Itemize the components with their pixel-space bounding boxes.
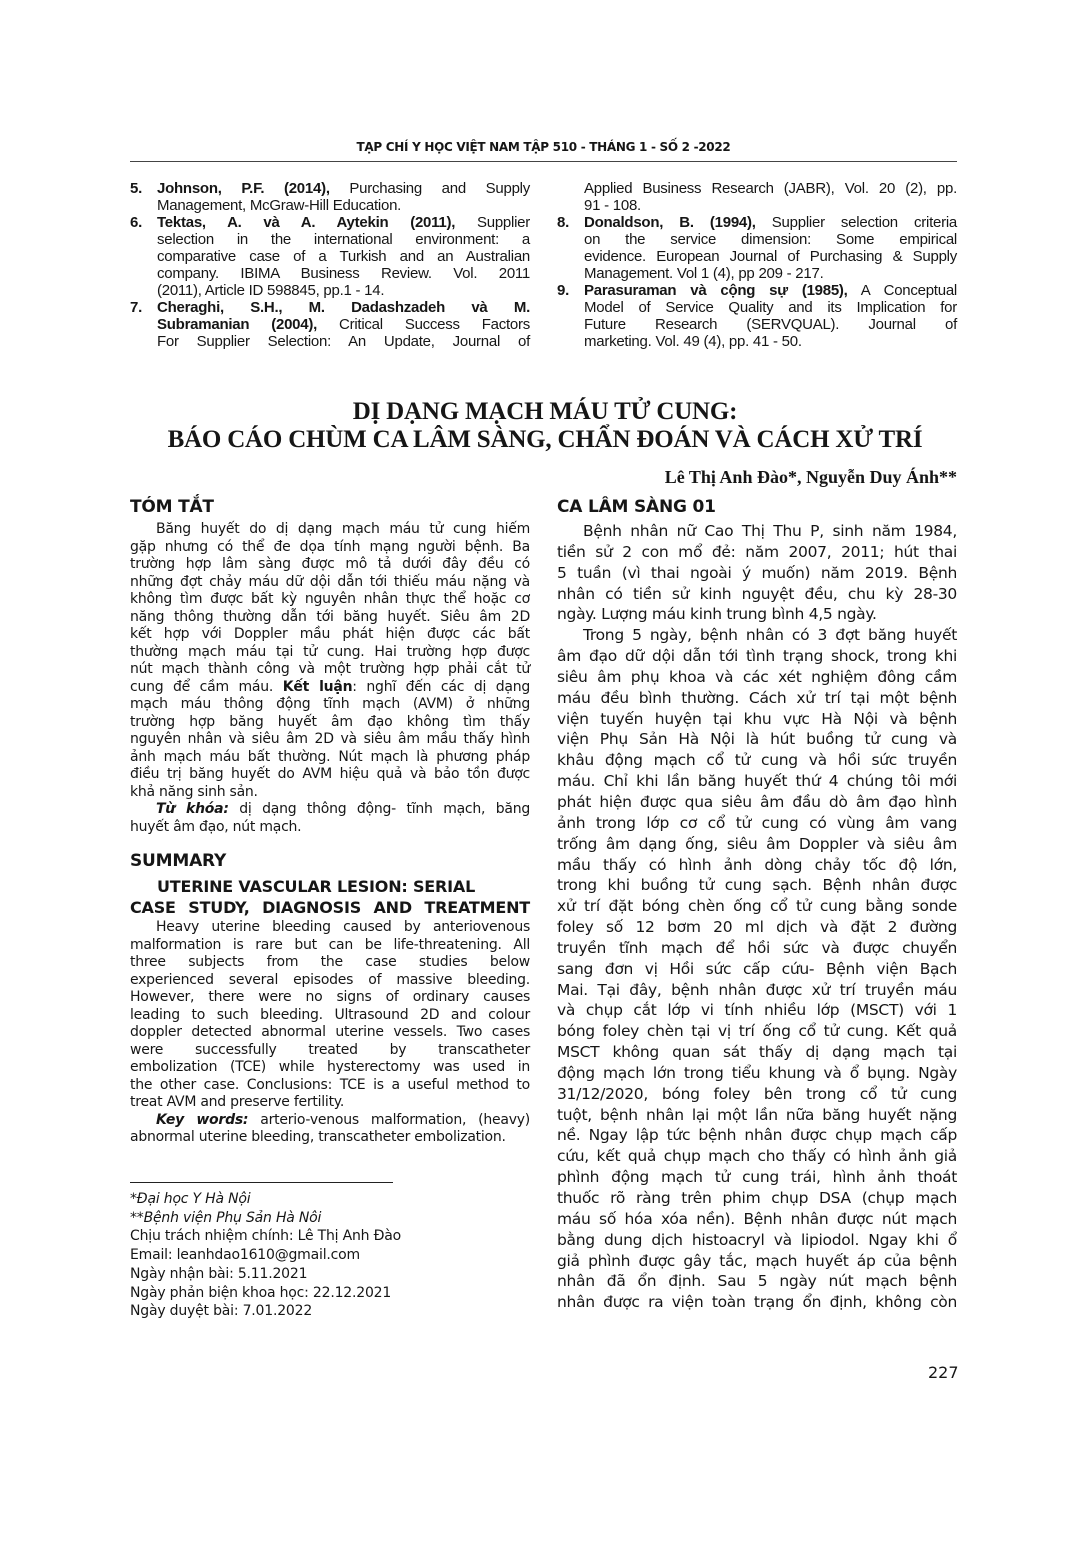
text-line: were successfully treated by transcatheter xyxy=(130,1041,530,1058)
text-line: marketing. Vol. 49 (4), pp. 41 - 50. xyxy=(584,333,802,350)
paragraph xyxy=(130,1112,530,1147)
emphasis-text: *Đại học Y Hà Nội xyxy=(130,1191,251,1207)
text-line: MSCT không quan sát thấy dị dạng mạch tại xyxy=(557,1043,957,1062)
footnotes xyxy=(130,1190,401,1321)
text-line: máu. Chỉ khi lần băng huyết thứ 4 chúng tôi mới xyxy=(557,772,957,791)
text-segment: A Conceptual xyxy=(847,282,957,299)
text-line: năng thông thường dẫn tới băng huyết. Siêu âm 2D xyxy=(130,608,530,625)
text-line: 31/12/2020, bóng foley bên trong cổ tử cung xyxy=(557,1084,957,1103)
footnote-divider xyxy=(130,1182,393,1183)
reference-item xyxy=(130,180,530,214)
text-line: ảnh trong lớp cơ cổ tử cung có vùng âm vang xyxy=(557,813,957,832)
text-line: viện Phụ Sản Hà Nội là hút buồng tử cung và xyxy=(557,730,957,749)
text-line: mầu thấy có hình ảnh dòng chảy tốc độ lớn, xyxy=(557,855,957,874)
text-line: ảnh mạch máu bất thường. Nút mạch là phương pháp xyxy=(130,748,530,765)
text-line xyxy=(157,214,530,231)
text-line: evidence. European Journal of Purchasing & Supply xyxy=(584,248,957,265)
emphasis-text: Key words: xyxy=(156,1111,249,1128)
text-line: tuột, bệnh nhân lại một lần nữa băng huyết nặng xyxy=(557,1105,957,1124)
text-line xyxy=(157,316,530,333)
text-line: giả phình được gây tắc, mạch huyết áp của bệnh xyxy=(557,1251,957,1270)
text-segment: dị dạng thông động- tĩnh mạch, băng xyxy=(228,801,530,817)
text-line: khả năng sinh sản. xyxy=(130,783,258,800)
page-number: 227 xyxy=(928,1363,959,1382)
text-line xyxy=(157,180,530,197)
text-line: cứu, kết quả chụp mạch cho thấy có hình ảnh giả xyxy=(557,1147,957,1166)
text-line: 5 tuần (vì thai ngoài ý muốn) năm 2019. Bệnh xyxy=(557,563,957,582)
text-line: the other case. Conclusions: TCE is a useful method to xyxy=(130,1076,530,1093)
text-line xyxy=(584,282,957,299)
reference-item xyxy=(130,214,530,299)
text-line: nề. Ngay lập tức bệnh nhân được chụp mạch cấp xyxy=(557,1126,957,1145)
text-line: mạch máu thông động tĩnh mạch (AVM) ở những xyxy=(130,696,530,712)
emphasis-text: Cheraghi, S.H., M. Dadashzadeh và M. xyxy=(157,299,530,316)
text-line: However, there were no signs of ordinary causes xyxy=(130,989,530,1005)
text-line: huyết âm đạo, nút mạch. xyxy=(130,818,302,835)
text-segment: Supplier xyxy=(455,214,531,231)
emphasis-text: Johnson, P.F. (2014), xyxy=(157,180,330,197)
abstract-heading: TÓM TẮT xyxy=(130,497,214,517)
emphasis-text: **Bệnh viện Phụ Sản Hà Nôi xyxy=(130,1209,322,1226)
text-line: sang đơn vị Hồi sức cấp cứu- Bệnh viện Bạch xyxy=(557,959,957,978)
text-line: Trong 5 ngày, bệnh nhân có 3 đợt băng huyết xyxy=(583,626,957,645)
text-line: viện tuyến huyện tại khu vực Hà Nội và bệnh xyxy=(557,709,957,728)
text-line: Ngày nhận bài: 5.11.2021 xyxy=(130,1265,308,1282)
text-line: trường hợp lâm sàng được mô tả dưới đây đều có xyxy=(130,556,530,572)
summary-title-line-1: UTERINE VASCULAR LESION: SERIAL xyxy=(157,877,476,896)
text-line: thuốc rõ ràng trên phim chụp DSA (chụp mạch xyxy=(557,1189,957,1207)
summary-body xyxy=(130,919,530,1147)
text-line: malformation is rare but can be life-threatening. All xyxy=(130,936,530,953)
text-line: bóng foley chèn tại vị trí ống cổ tử cung. Kết quả xyxy=(557,1022,957,1041)
text-line: trong khi buồng tử cung sạch. Bệnh nhân được xyxy=(557,876,957,895)
header-divider xyxy=(130,161,957,162)
text-segment: Supplier selection criteria xyxy=(755,214,957,231)
reference-item xyxy=(557,282,957,350)
text-line: nút mạch thành công và một trường hợp phải cắt tử xyxy=(130,661,530,677)
text-line: máu số hóa xóa nền). Bệnh nhân được nút mạch xyxy=(557,1209,957,1228)
text-line: on the service dimension: Some empirical xyxy=(584,231,957,248)
text-line: không tìm được bất kỳ nguyên nhân thực thể hoặc cơ xyxy=(130,591,530,607)
text-line: three subjects from the case studies below xyxy=(130,954,530,970)
text-line: 91 - 108. xyxy=(584,197,641,214)
text-line: nguyên nhân và siêu âm 2D và siêu âm mầu thấy hình xyxy=(130,731,530,747)
reference-item xyxy=(130,299,530,350)
text-line xyxy=(130,801,530,819)
text-line: leading to such bleeding. Ultrasound 2D and colour xyxy=(130,1006,530,1023)
reference-item xyxy=(557,180,957,214)
text-line: Future Research (SERVQUAL). Journal of xyxy=(584,316,957,333)
emphasis-text: Parasuraman và cộng sự (1985), xyxy=(584,282,848,299)
emphasis-text: Subramanian (2004), xyxy=(157,316,318,333)
text-line: selection in the international environment: a xyxy=(157,231,530,248)
text-line xyxy=(157,299,530,316)
text-line: âm đạo dữ dội dẫn tới tình trạng shock, trong khi xyxy=(557,647,957,666)
text-line: Bệnh nhân nữ Cao Thị Thu P, sinh năm 1984, xyxy=(583,522,957,540)
emphasis-text: Tektas, A. và A. Aytekin (2011), xyxy=(157,214,456,231)
text-line: ngày. Lượng máu kinh trung bình 4,5 ngày. xyxy=(557,605,877,624)
text-line xyxy=(584,214,957,231)
summary-title-line-2: CASE STUDY, DIAGNOSIS AND TREATMENT xyxy=(130,898,530,917)
text-line: Management. Vol 1 (4), pp 209 - 217. xyxy=(584,265,824,282)
text-line xyxy=(130,679,530,697)
text-segment: arterio-venous malformation, (heavy) xyxy=(248,1111,530,1128)
text-line: Model of Service Quality and its Implication for xyxy=(584,299,957,316)
text-line: Băng huyết do dị dạng mạch máu tử cung hiếm xyxy=(156,521,530,537)
references-left xyxy=(130,180,530,350)
text-line: Email: leanhdao1610@gmail.com xyxy=(130,1247,360,1264)
reference-item xyxy=(557,214,957,282)
text-line: treat AVM and preserve fertility. xyxy=(130,1094,345,1110)
text-segment: Purchasing and Supply xyxy=(329,180,530,197)
text-line: bằng dung dịch histoacryl và lipiodol. Ngay khi ổ xyxy=(557,1230,957,1249)
text-line: company. IBIMA Business Review. Vol. 2011 xyxy=(157,265,530,282)
text-line: Management, McGraw-Hill Education. xyxy=(157,197,402,214)
case-1-body xyxy=(557,521,957,1313)
text-line: điều trị băng huyết do AVM hiệu quả và bảo tồn được xyxy=(130,766,530,782)
text-line: những đợt chảy máu dữ dội dẫn tới thiếu máu nặng và xyxy=(130,573,530,590)
text-line: siêu âm phụ khoa và các xét nghiệm đông cầm xyxy=(557,667,957,686)
text-line: Heavy uterine bleeding caused by anteriovenous xyxy=(156,919,530,935)
text-line: trống âm dạng ống, siêu âm Doppler và siêu âm xyxy=(557,834,957,853)
text-line: comparative case of a Turkish and an Australian xyxy=(157,248,530,265)
text-line: abnormal uterine bleeding, transcatheter embolization. xyxy=(130,1129,506,1145)
paragraph xyxy=(130,521,530,801)
text-line: Chịu trách nhiệm chính: Lê Thị Anh Đào xyxy=(130,1228,401,1245)
reference-number: 7. xyxy=(130,299,143,316)
text-line: Ngày phản biện khoa học: 22.12.2021 xyxy=(130,1284,392,1301)
text-segment: : nghĩ đến các dị dạng xyxy=(352,678,530,695)
text-line: nhân đã ổn định. Sau 5 ngày nút mạch bệnh xyxy=(557,1272,957,1291)
reference-number: 6. xyxy=(130,214,143,231)
reference-number: 9. xyxy=(557,282,570,299)
paragraph xyxy=(130,801,530,836)
text-line: gặp nhưng có thể đe dọa tính mạng người bệnh. Ba xyxy=(130,538,530,555)
text-line: thường mạch máu tại tử cung. Hai trường hợp được xyxy=(130,643,530,660)
text-line: phát hiện được qua siêu âm đầu dò âm đạo hình xyxy=(557,792,957,811)
text-line: khâu động mạch cổ tử cung và hồi sức truyền xyxy=(557,751,957,770)
text-line xyxy=(130,1112,530,1130)
text-segment: cung để cầm máu. xyxy=(130,678,283,695)
emphasis-text: Donaldson, B. (1994), xyxy=(584,214,756,231)
text-line: và chụp cắt lớp vi tính nhiều lớp (MSCT) với 1 xyxy=(557,1001,957,1020)
journal-header: TẠP CHÍ Y HỌC VIỆT NAM TẬP 510 - THÁNG 1 - SỐ 2 -2022 xyxy=(356,140,731,154)
reference-number: 8. xyxy=(557,214,570,231)
emphasis-text: Kết luận xyxy=(282,678,353,695)
article-title-line-2: BÁO CÁO CHÙM CA LÂM SÀNG, CHẨN ĐOÁN VÀ CÁCH XỬ TRÍ xyxy=(167,426,923,453)
text-line xyxy=(130,1209,401,1228)
text-line: nhân được ra viện toàn trạng ổn định, không còn xyxy=(557,1293,957,1312)
case-1-heading: CA LÂM SÀNG 01 xyxy=(557,497,716,517)
text-segment: Critical Success Factors xyxy=(317,316,530,333)
text-line: Applied Business Research (JABR), Vol. 20 (2), pp. xyxy=(584,180,957,197)
paragraph xyxy=(557,521,957,625)
text-line: xử trí đặt bóng chèn ống cổ tử cung bằng sonde xyxy=(557,897,957,916)
text-line: trường hợp băng huyết âm đạo không tìm thấy xyxy=(130,713,530,730)
text-line: Ngày duyệt bài: 7.01.2022 xyxy=(130,1303,313,1320)
summary-heading: SUMMARY xyxy=(130,851,227,871)
text-line: phình động mạch tử cung trái, hình ảnh thoát xyxy=(557,1168,957,1187)
text-line: embolization (TCE) while hysterectomy was used in xyxy=(130,1059,530,1075)
text-line: foley số 12 bơm 20 ml dịch và đặt 2 đường xyxy=(557,918,957,937)
text-line: nhân có tiền sử kinh nguyệt đều, chu kỳ 28-30 xyxy=(557,584,957,603)
abstract-body xyxy=(130,521,530,836)
text-line: For Supplier Selection: An Update, Journal of xyxy=(157,333,530,350)
text-line: (2011), Article ID 598845, pp.1 - 14. xyxy=(157,282,385,299)
text-line: truyền tĩnh mạch để hồi sức và được chuyển xyxy=(557,938,957,957)
paragraph xyxy=(130,919,530,1112)
text-line xyxy=(130,1190,401,1209)
reference-number: 5. xyxy=(130,180,143,197)
text-line: Mai. Tại đây, bệnh nhân được xử trí truyền máu xyxy=(557,980,957,999)
text-line: doppler detected abnormal uterine vessels. Two cases xyxy=(130,1024,530,1040)
text-line: kết hợp với Doppler mầu phát hiện được các bất xyxy=(130,626,530,642)
references-right xyxy=(557,180,957,350)
text-line: máu đều bình thường. Cách xử trí tại một bệnh xyxy=(557,688,957,707)
paragraph xyxy=(557,625,957,1313)
text-line: động mạch lớn trong tiểu khung và ổ bụng. Ngày xyxy=(557,1063,957,1082)
text-line: tiền sử 2 con mổ đẻ: năm 2007, 2011; hút thai xyxy=(557,542,957,561)
article-title-line-1: DỊ DẠNG MẠCH MÁU TỬ CUNG: xyxy=(352,398,738,425)
article-authors: Lê Thị Anh Đào*, Nguyễn Duy Ánh** xyxy=(664,467,957,487)
text-line: experienced several episodes of massive bleeding. xyxy=(130,971,530,988)
emphasis-text: Từ khóa: xyxy=(156,801,229,817)
